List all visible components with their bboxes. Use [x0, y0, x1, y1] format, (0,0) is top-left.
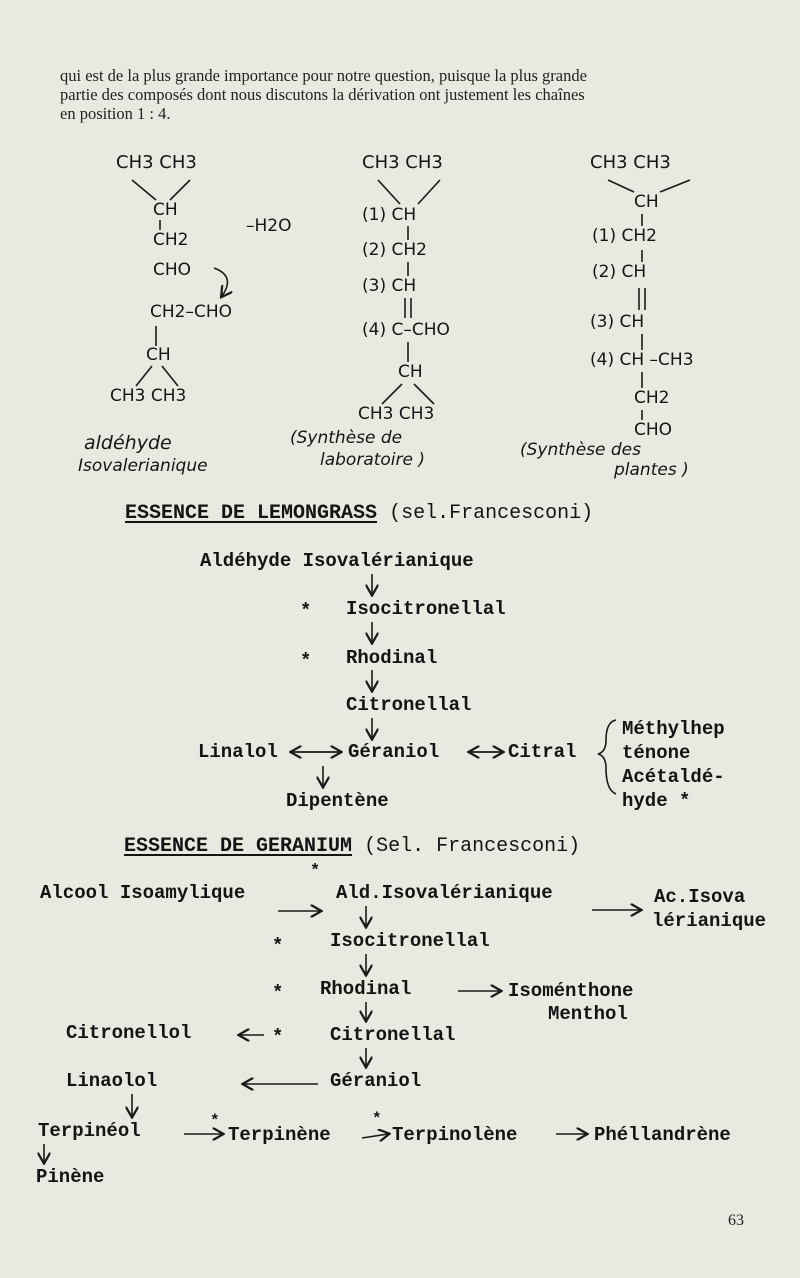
- compound: Géraniol: [330, 1070, 422, 1092]
- compound: Rhodinal: [346, 647, 438, 669]
- formula-atom: (1) CH: [362, 205, 417, 225]
- bond: [378, 180, 400, 204]
- bond: [162, 366, 178, 386]
- compound: Linalol: [198, 741, 278, 763]
- compound: Ac.Isova: [654, 886, 746, 908]
- section-source: (Sel. Francesconi): [364, 835, 581, 858]
- compound: Menthol: [548, 1003, 628, 1025]
- section-title: [124, 835, 580, 858]
- compound: Pinène: [36, 1166, 105, 1188]
- compound-name: plantes ): [614, 460, 689, 480]
- compound: Géraniol: [348, 741, 440, 763]
- compound: Citronellal: [330, 1024, 456, 1046]
- star-mark: *: [300, 650, 312, 672]
- section-title: [125, 502, 593, 525]
- compound: Citral: [508, 741, 577, 763]
- compound: Citronellal: [346, 694, 472, 716]
- intro-line: partie des composés dont nous discutons la dérivation ont justement les chaînes: [60, 85, 585, 104]
- bond: [608, 180, 634, 192]
- compound-name: laboratoire ): [320, 450, 426, 470]
- star-mark: *: [210, 1112, 220, 1130]
- star-mark: *: [272, 1026, 284, 1048]
- star-mark: *: [272, 982, 284, 1004]
- formula-atom: CH3 CH3: [358, 404, 435, 424]
- compound: Ald.Isovalérianique: [336, 882, 553, 904]
- compound: Linaolol: [66, 1070, 158, 1092]
- formula-atom: CH3 CH3: [590, 152, 671, 173]
- formula-atom: (4) C–CHO: [362, 320, 450, 340]
- formula-atom: (1) CH2: [592, 226, 657, 246]
- compound: Phéllandrène: [594, 1124, 731, 1146]
- compound: Isoménthone: [508, 980, 634, 1002]
- bond: [418, 180, 440, 204]
- compound-name: (Synthèse de: [290, 428, 403, 448]
- compound: Citronellol: [66, 1022, 192, 1044]
- compound: lérianique: [652, 910, 767, 932]
- compound-name: (Synthèse des: [520, 440, 641, 460]
- star-mark: *: [372, 1110, 382, 1128]
- bond: [414, 384, 434, 404]
- formula-atom: CH2–CHO: [150, 302, 233, 322]
- compound: Terpinolène: [392, 1124, 518, 1146]
- bond: [170, 180, 190, 200]
- compound: Terpinéol: [38, 1120, 141, 1142]
- compound: Alcool Isoamylique: [40, 882, 246, 904]
- formula-atom: CHO: [153, 260, 192, 280]
- star-mark: *: [300, 600, 312, 622]
- formula-atom: CH3 CH3: [110, 386, 187, 406]
- compound: Méthylhep: [622, 718, 725, 740]
- bond: [132, 180, 156, 200]
- formula-atom: CHO: [634, 420, 673, 440]
- bond: [382, 384, 402, 404]
- formula-atom: CH3 CH3: [362, 152, 443, 173]
- formula-atom: CH3 CH3: [116, 152, 197, 173]
- intro-line: en position 1 : 4.: [60, 104, 171, 123]
- compound: ténone: [622, 742, 691, 764]
- formula-atom: CH: [398, 362, 423, 382]
- formula-atom: (3) CH: [362, 276, 417, 296]
- formula-atom: (2) CH2: [362, 240, 427, 260]
- rearrangement-arrow: [214, 268, 227, 296]
- formula-atom: (2) CH: [592, 262, 647, 282]
- section-title-text: ESSENCE DE GERANIUM: [124, 835, 353, 858]
- compound-name: aldéhyde: [84, 432, 172, 454]
- formula-atom: CH: [153, 200, 178, 220]
- section-source: (sel.Francesconi): [389, 502, 594, 525]
- reaction-arrow: [362, 1134, 388, 1138]
- compound: Dipentène: [286, 790, 389, 812]
- formula-atom: CH: [146, 345, 171, 365]
- compound: Rhodinal: [320, 978, 412, 1000]
- compound: Isocitronellal: [330, 930, 490, 952]
- compound-name: Isovalerianique: [78, 456, 208, 476]
- star-mark: *: [272, 935, 284, 957]
- brace: [598, 720, 616, 794]
- compound: Terpinène: [228, 1124, 331, 1146]
- formula-atom: (3) CH: [590, 312, 645, 332]
- section-title-text: ESSENCE DE LEMONGRASS: [125, 502, 378, 525]
- water-elimination: –H2O: [246, 216, 292, 236]
- star-mark: *: [310, 862, 321, 881]
- formula-atom: CH: [634, 192, 659, 212]
- formula-atom: CH2: [153, 230, 189, 250]
- intro-line: qui est de la plus grande importance pour notre question, puisque la plus grande: [60, 66, 587, 85]
- compound: hyde *: [622, 790, 691, 812]
- bond: [136, 366, 152, 386]
- compound: Isocitronellal: [346, 598, 506, 620]
- compound: Acétaldé-: [622, 766, 725, 788]
- compound: Aldéhyde Isovalérianique: [200, 550, 474, 572]
- bond: [660, 180, 690, 192]
- formula-atom: CH2: [634, 388, 670, 408]
- formula-atom: (4) CH –CH3: [590, 350, 694, 370]
- page-number: 63: [728, 1212, 744, 1229]
- intro-paragraph: [60, 66, 750, 123]
